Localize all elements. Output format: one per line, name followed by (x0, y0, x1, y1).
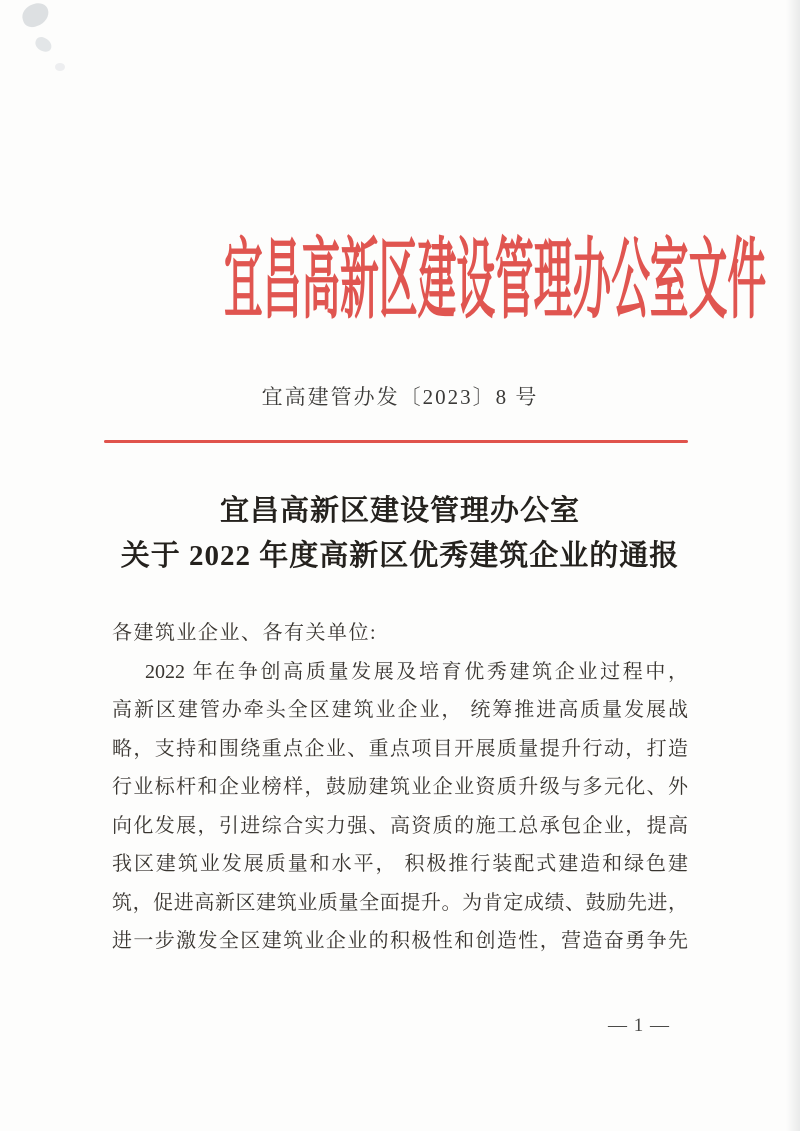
body-line: 行业标杆和企业榜样，鼓励建筑业企业资质升级与多元化、外 (112, 776, 688, 798)
document-number: 宜高建管办发〔2023〕8 号 (261, 385, 539, 409)
scan-smudge (55, 63, 65, 71)
document-title (0, 489, 800, 579)
body-line: 进一步激发全区建筑业企业的积极性和创造性，营造奋勇争先 (112, 930, 688, 952)
scan-smudge (33, 35, 54, 54)
title-line-2: 关于 2022 年度高新区优秀建筑企业的通报 (120, 540, 680, 572)
body-line: 筑，促进高新区建筑业质量全面提升。为肯定成绩、鼓励先进， (112, 891, 688, 914)
red-divider-line (104, 440, 688, 443)
body-line: 高新区建管办牵头全区建筑业企业， 统筹推进高质量发展战 (112, 699, 688, 721)
title-line-1: 宜昌高新区建设管理办公室 (219, 495, 580, 527)
page-number: — 1 — (608, 1015, 670, 1036)
body-line: 2022 年在争创高质量发展及培育优秀建筑企业过程中， (145, 660, 688, 683)
body-line: 略，支持和围绕重点企业、重点项目开展质量提升行动，打造 (112, 737, 688, 760)
body-line: 向化发展，引进综合实力强、高资质的施工总承包企业，提高 (112, 814, 688, 837)
document-body (112, 614, 688, 961)
salutation-line: 各建筑业企业、各有关单位: (112, 622, 378, 644)
scan-smudge (19, 0, 51, 29)
letterhead-title: 宜昌高新区建设管理办公室文件 (224, 233, 767, 330)
body-line: 我区建筑业发展质量和水平， 积极推行装配式建造和绿色建 (112, 853, 688, 875)
